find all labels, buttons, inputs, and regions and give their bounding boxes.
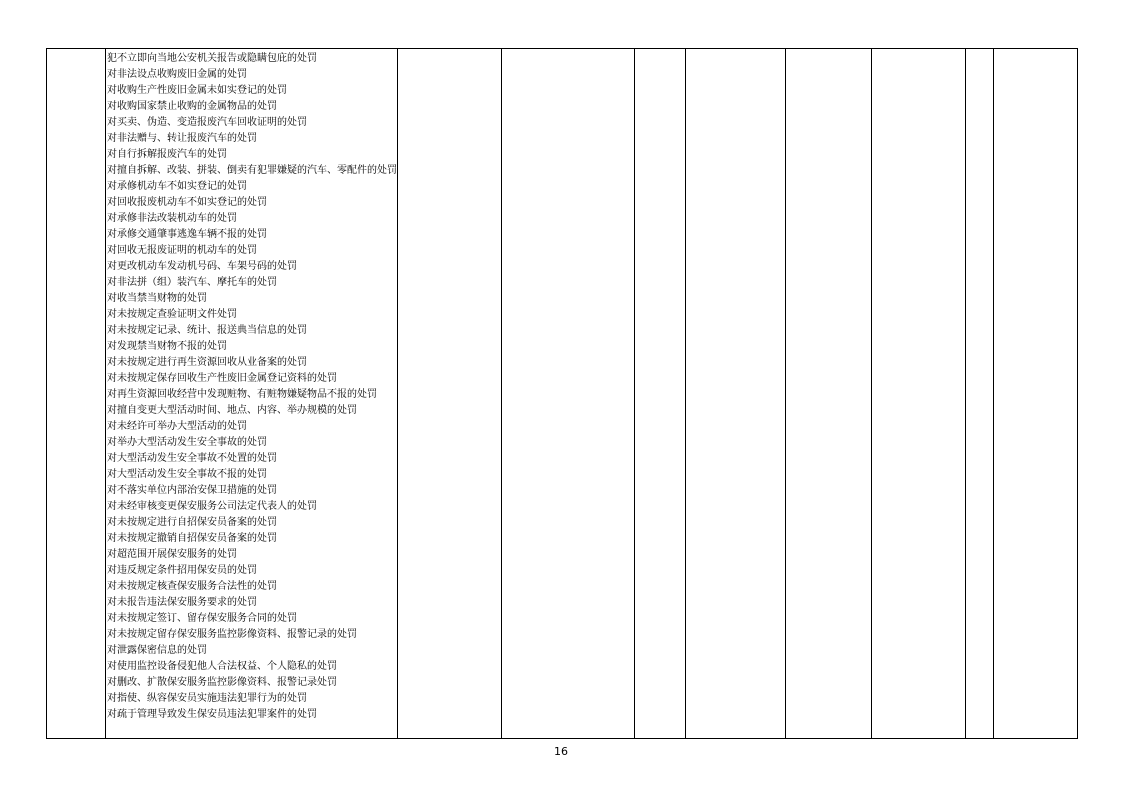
list-item: 对收购国家禁止收购的金属物品的处罚 [107,101,277,112]
list-item: 对发现禁当财物不报的处罚 [107,341,227,352]
table-cell-empty [786,49,872,739]
list-item: 对擅自拆解、改装、拼装、倒卖有犯罪嫌疑的汽车、零配件的处罚 [107,165,397,176]
list-item: 对不落实单位内部治安保卫措施的处罚 [107,485,277,496]
list-item: 对承修交通肇事逃逸车辆不报的处罚 [107,229,267,240]
list-item: 对非法拼（组）装汽车、摩托车的处罚 [107,277,277,288]
table-cell-empty [686,49,786,739]
list-item: 对使用监控设备侵犯他人合法权益、个人隐私的处罚 [107,661,337,672]
table-cell-items [106,49,398,739]
list-item: 对删改、扩散保安服务监控影像资料、报警记录处罚 [107,677,337,688]
list-item: 对超范围开展保安服务的处罚 [107,549,237,560]
list-item: 对买卖、伪造、变造报废汽车回收证明的处罚 [107,117,307,128]
list-item: 对自行拆解报废汽车的处罚 [107,149,227,160]
list-item: 对未按规定签订、留存保安服务合同的处罚 [107,613,297,624]
table-cell-empty [994,49,1078,739]
list-item: 对指使、纵容保安员实施违法犯罪行为的处罚 [107,693,307,704]
list-item: 对举办大型活动发生安全事故的处罚 [107,437,267,448]
list-item: 对承修非法改装机动车的处罚 [107,213,237,224]
list-item: 对大型活动发生安全事故不处置的处罚 [107,453,277,464]
list-item: 对未按规定核查保安服务合法性的处罚 [107,581,277,592]
table-cell-empty [502,49,635,739]
list-item: 对违反规定条件招用保安员的处罚 [107,565,257,576]
list-item: 对再生资源回收经营中发现赃物、有赃物嫌疑物品不报的处罚 [107,389,377,400]
list-item: 对未按规定撤销自招保安员备案的处罚 [107,533,277,544]
list-item: 对未按规定查验证明文件处罚 [107,309,237,320]
list-item: 对更改机动车发动机号码、车架号码的处罚 [107,261,297,272]
list-item: 对非法赠与、转让报废汽车的处罚 [107,133,257,144]
list-item: 对未按规定留存保安服务监控影像资料、报警记录的处罚 [107,629,357,640]
list-item: 对疏于管理导致发生保安员违法犯罪案件的处罚 [107,709,317,720]
list-item: 对泄露保密信息的处罚 [107,645,207,656]
list-item: 对回收无报废证明的机动车的处罚 [107,245,257,256]
list-item: 对未按规定记录、统计、报送典当信息的处罚 [107,325,307,336]
table-cell-index [47,49,106,739]
list-item: 对未经审核变更保安服务公司法定代表人的处罚 [107,501,317,512]
list-item: 对收当禁当财物的处罚 [107,293,207,304]
table-cell-empty [966,49,994,739]
list-item: 对非法设点收购废旧金属的处罚 [107,69,247,80]
list-item: 对未按规定进行再生资源回收从业备案的处罚 [107,357,307,368]
penalty-item-list [106,49,397,723]
list-item: 对收购生产性废旧金属未如实登记的处罚 [107,85,287,96]
list-item: 对大型活动发生安全事故不报的处罚 [107,469,267,480]
list-item: 对承修机动车不如实登记的处罚 [107,181,247,192]
penalty-table [46,48,1078,739]
list-item: 对未按规定保存回收生产性废旧金属登记资料的处罚 [107,373,337,384]
list-item: 犯不立即向当地公安机关报告或隐瞒包庇的处罚 [107,53,317,64]
list-item: 对未报告违法保安服务要求的处罚 [107,597,257,608]
table-cell-empty [398,49,502,739]
table-cell-empty [872,49,966,739]
table-row [47,49,1078,739]
list-item: 对擅自变更大型活动时间、地点、内容、举办规模的处罚 [107,405,357,416]
list-item: 对回收报废机动车不如实登记的处罚 [107,197,267,208]
list-item: 对未经许可举办大型活动的处罚 [107,421,247,432]
table-cell-empty [635,49,686,739]
list-item: 对未按规定进行自招保安员备案的处罚 [107,517,277,528]
page-number: 16 [554,745,568,758]
